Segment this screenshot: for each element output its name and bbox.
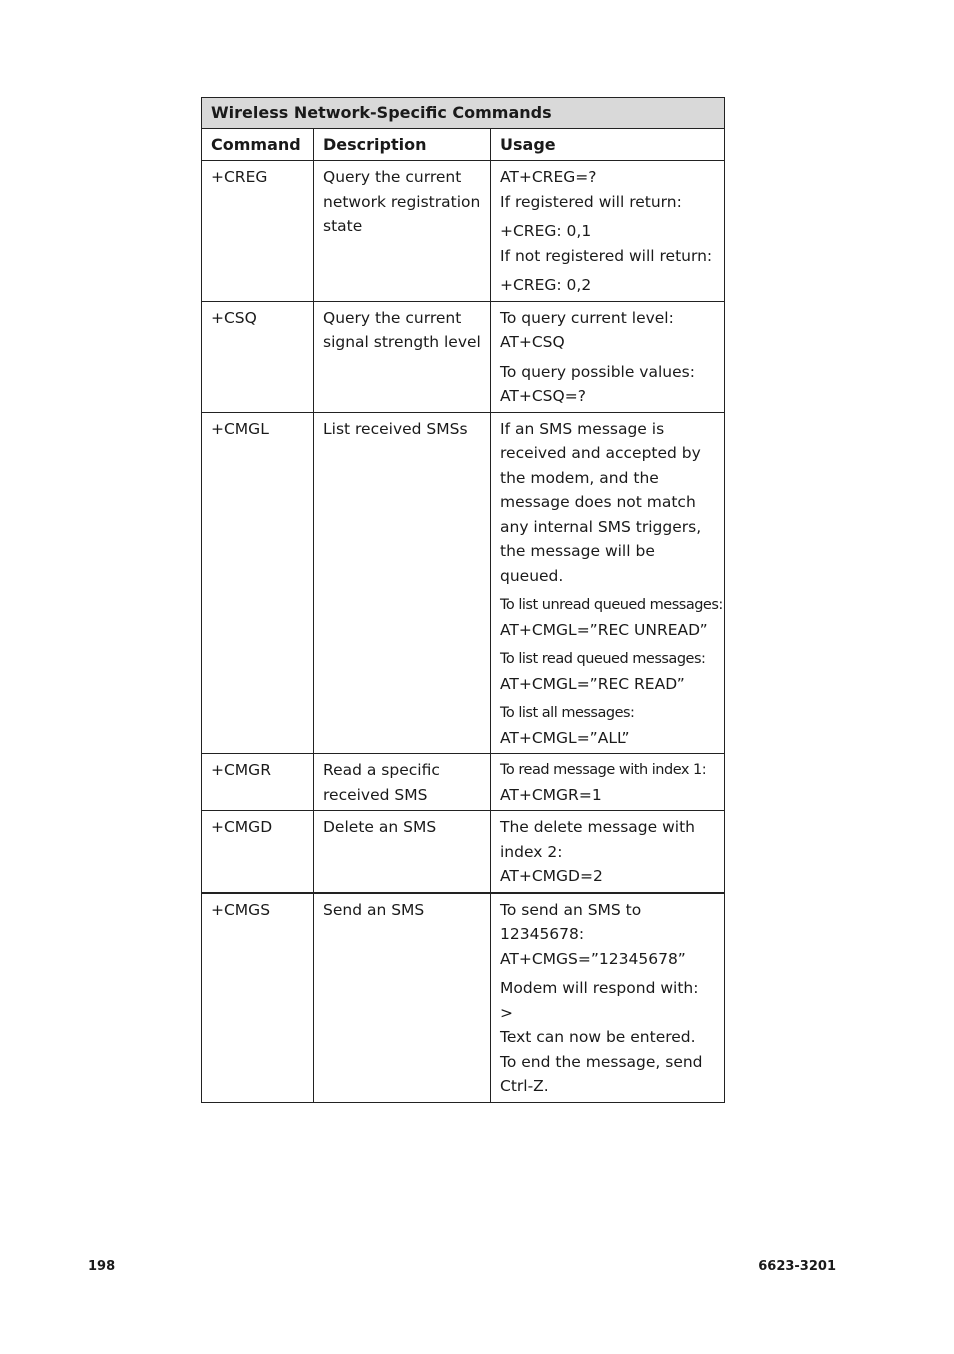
table-row bbox=[202, 412, 725, 754]
usage-line: AT+CMGL=”REC UNREAD” bbox=[500, 620, 708, 639]
usage-line: > bbox=[500, 1003, 513, 1022]
description-text: Read a specific received SMS bbox=[323, 761, 440, 804]
command-cell: +CMGD bbox=[202, 811, 314, 893]
usage-cell bbox=[491, 811, 725, 893]
usage-line: The delete message with index 2: bbox=[500, 818, 695, 861]
column-header-command: Command bbox=[202, 128, 314, 161]
description-text: Query the current signal strength level bbox=[323, 308, 481, 351]
command-cell: +CSQ bbox=[202, 301, 314, 412]
description-cell bbox=[314, 301, 491, 412]
description-cell bbox=[314, 754, 491, 811]
usage-line: +CREG: 0,1 bbox=[500, 222, 592, 240]
document-number: 6623-3201 bbox=[758, 1259, 836, 1274]
usage-line: To query current level: bbox=[500, 308, 674, 327]
usage-line: To send an SMS to 12345678: bbox=[500, 900, 642, 943]
usage-line: AT+CMGR=1 bbox=[500, 785, 602, 804]
commands-table bbox=[201, 97, 725, 1103]
table-title: Wireless Network-Specific Commands bbox=[202, 98, 725, 129]
usage-paragraph: If an SMS message is received and accepted by the modem, and the message does not match any internal SMS triggers, the message will be queued. bbox=[500, 419, 702, 585]
usage-line: To read message with index 1: bbox=[500, 762, 707, 778]
table-title-row bbox=[202, 98, 725, 129]
command-cell: +CMGR bbox=[202, 754, 314, 811]
description-text: List received SMSs bbox=[323, 419, 468, 438]
usage-line: If registered will return: bbox=[500, 192, 682, 211]
usage-cell bbox=[491, 301, 725, 412]
description-text: Query the current network registration state bbox=[323, 168, 481, 235]
usage-line: AT+CMGL=”REC READ” bbox=[500, 674, 685, 693]
usage-line: To list all messages: bbox=[500, 705, 635, 721]
page-number: 198 bbox=[88, 1259, 116, 1274]
description-cell bbox=[314, 161, 491, 302]
usage-line: AT+CMGL=”ALL” bbox=[500, 728, 630, 747]
description-cell bbox=[314, 893, 491, 1103]
table-row bbox=[202, 754, 725, 811]
usage-line: To list read queued messages: bbox=[500, 651, 706, 667]
usage-line: If not registered will return: bbox=[500, 246, 713, 265]
usage-line: AT+CMGD=2 bbox=[500, 867, 603, 885]
table-row bbox=[202, 893, 725, 1103]
description-cell bbox=[314, 811, 491, 893]
usage-line: To query possible values: bbox=[500, 362, 695, 381]
description-text: Delete an SMS bbox=[323, 818, 437, 836]
usage-line: Text can now be entered. To end the message, send Ctrl-Z. bbox=[500, 1028, 703, 1095]
command-cell: +CREG bbox=[202, 161, 314, 302]
column-header-description: Description bbox=[314, 128, 491, 161]
command-cell: +CMGL bbox=[202, 412, 314, 754]
usage-cell bbox=[491, 754, 725, 811]
table-header-row bbox=[202, 128, 725, 161]
usage-line: AT+CMGS=”12345678” bbox=[500, 949, 686, 968]
usage-line: +CREG: 0,2 bbox=[500, 276, 592, 294]
usage-cell bbox=[491, 161, 725, 302]
usage-cell bbox=[491, 893, 725, 1103]
description-text: Send an SMS bbox=[323, 900, 425, 919]
column-header-usage: Usage bbox=[491, 128, 725, 161]
command-cell: +CMGS bbox=[202, 893, 314, 1103]
usage-line: AT+CREG=? bbox=[500, 168, 597, 186]
usage-cell bbox=[491, 412, 725, 754]
table-row bbox=[202, 301, 725, 412]
table-row bbox=[202, 161, 725, 302]
usage-line: To list unread queued messages: bbox=[500, 597, 723, 613]
usage-line: AT+CSQ=? bbox=[500, 387, 586, 405]
usage-line: Modem will respond with: bbox=[500, 979, 699, 997]
description-cell bbox=[314, 412, 491, 754]
table-row bbox=[202, 811, 725, 893]
usage-line: AT+CSQ bbox=[500, 333, 565, 351]
